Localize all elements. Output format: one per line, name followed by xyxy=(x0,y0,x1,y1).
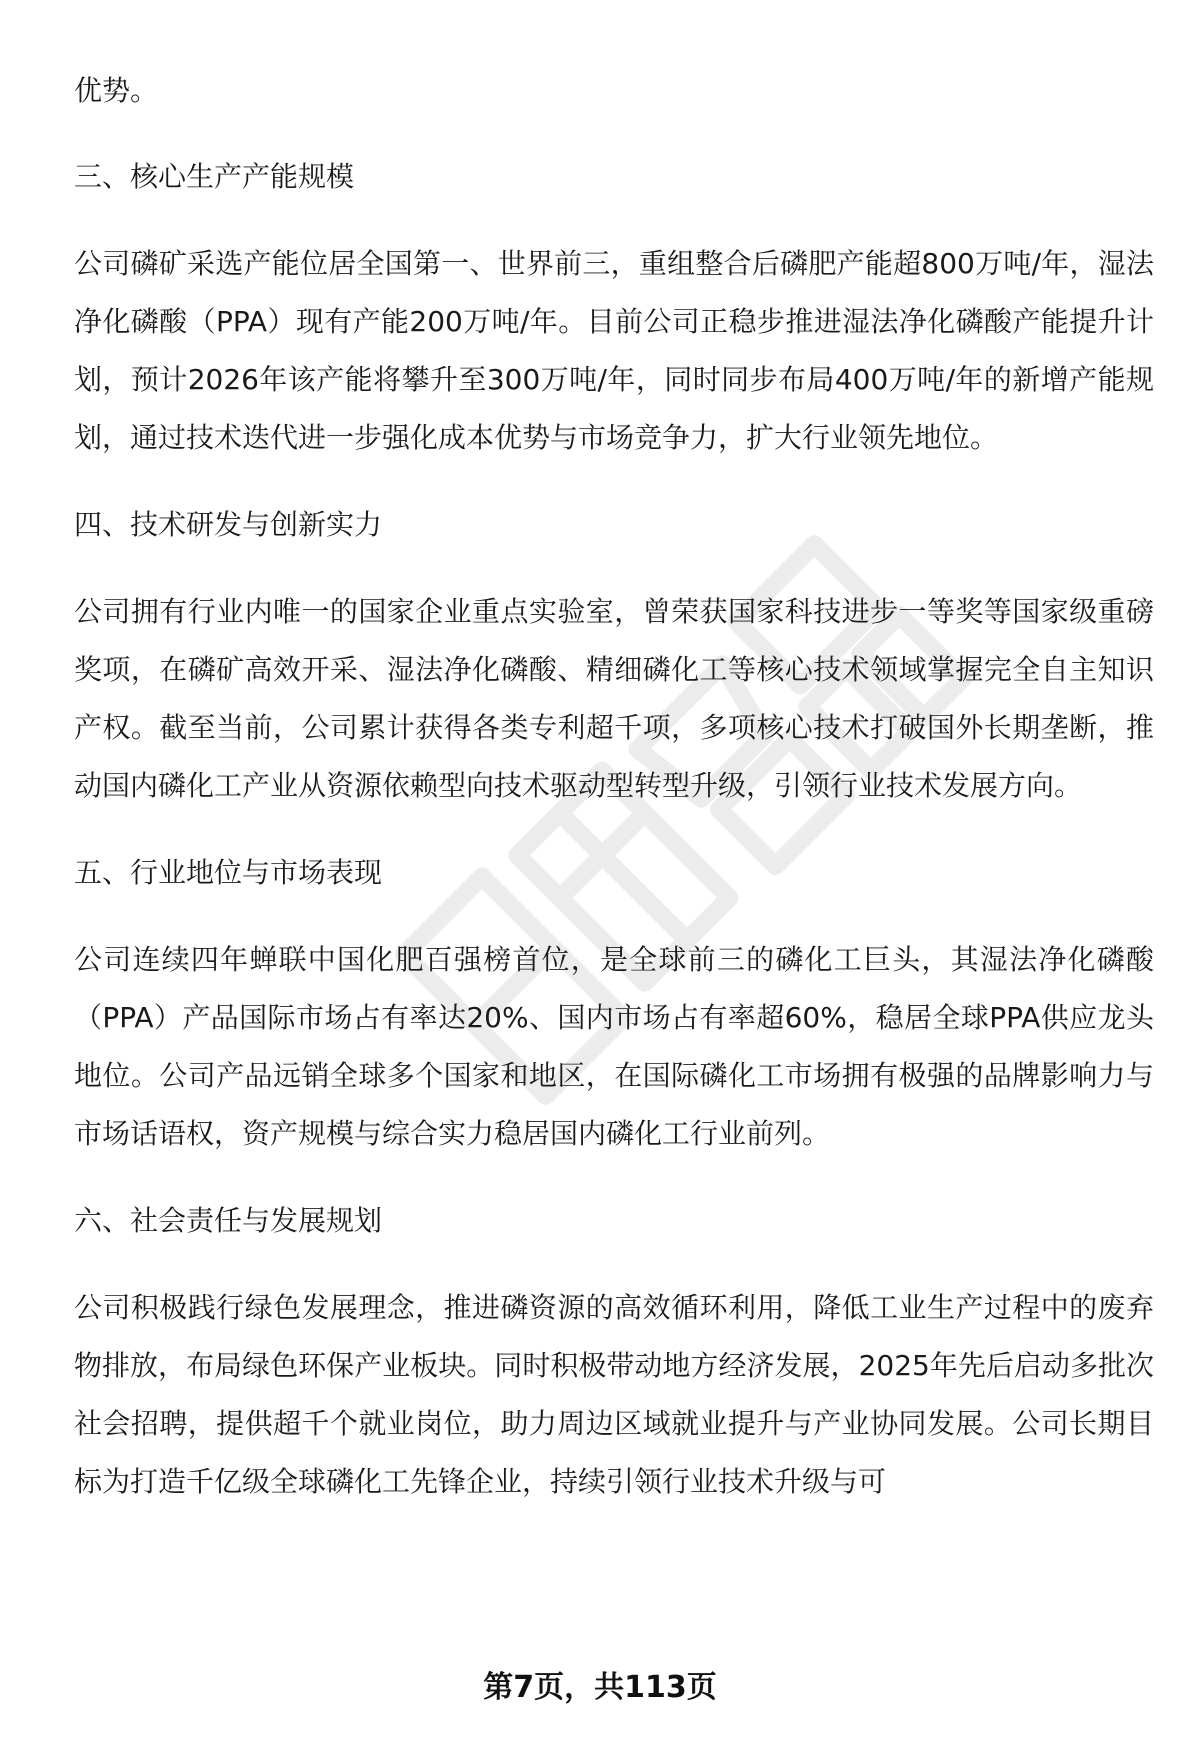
section-heading-market: 五、行业地位与市场表现 xyxy=(74,856,383,889)
section-heading-responsibility: 六、社会责任与发展规划 xyxy=(74,1204,383,1237)
section-body-capacity: 公司磷矿采选产能位居全国第一、世界前三，重组整合后磷肥产能超800万吨/年，湿法净化磷酸（PPA）现有产能200万吨/年。目前公司正稳步推进湿法净化磷酸产能提升计划，预计2026年该产能将攀升至300万吨/年，同时同步布局400万吨/年的新增产能规划，通过技术迭代进一步强化成本优势与市场竞争力，扩大行业领先地位。 xyxy=(74,247,1154,454)
section-body-rnd: 公司拥有行业内唯一的国家企业重点实验室，曾荣获国家科技进步一等奖等国家级重磅奖项，在磷矿高效开采、湿法净化磷酸、精细磷化工等核心技术领域掌握完全自主知识产权。截至当前，公司累计获得各类专利超千项，多项核心技术打破国外长期垄断，推动国内磷化工产业从资源依赖型向技术驱动型转型升级，引领行业技术发展方向。 xyxy=(74,595,1154,802)
section-body-market: 公司连续四年蝉联中国化肥百强榜首位，是全球前三的磷化工巨头，其湿法净化磷酸（PPA）产品国际市场占有率达20%、国内市场占有率超60%，稳居全球PPA供应龙头地位。公司产品远销全球多个国家和地区，在国际磷化工市场拥有极强的品牌影响力与市场话语权，资产规模与综合实力稳居国内磷化工行业前列。 xyxy=(74,943,1154,1150)
intro-tail-text: 优势。 xyxy=(74,74,159,107)
section-body-responsibility: 公司积极践行绿色发展理念，推进磷资源的高效循环利用，降低工业生产过程中的废弃物排放，布局绿色环保产业板块。同时积极带动地方经济发展，2025年先后启动多批次社会招聘，提供超千个就业岗位，助力周边区域就业提升与产业协同发展。公司长期目标为打造千亿级全球磷化工先锋企业，持续引领行业技术升级与可 xyxy=(74,1291,1154,1498)
section-heading-capacity: 三、核心生产产能规模 xyxy=(74,160,355,193)
document-body xyxy=(74,62,1154,1511)
page-number-footer: 第7页，共113页 xyxy=(483,1670,717,1705)
section-heading-rnd: 四、技术研发与创新实力 xyxy=(74,508,383,541)
